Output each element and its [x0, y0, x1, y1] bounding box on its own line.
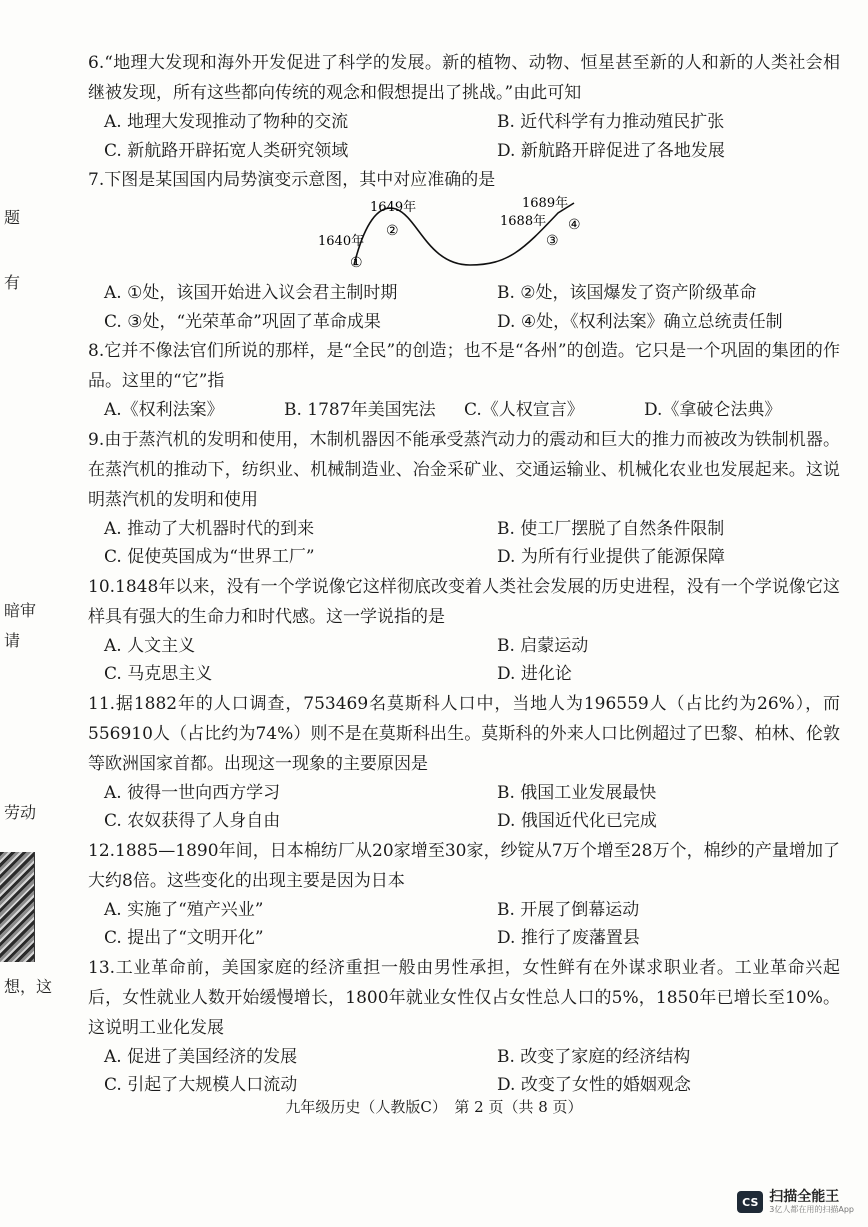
option-d: D. 新航路开辟促进了各地发展 — [497, 140, 725, 161]
question-stem: 7.下图是某国国内局势演变示意图，其中对应准确的是 — [88, 170, 496, 190]
scanner-watermark — [737, 1189, 854, 1215]
option-d: D.《拿破仑法典》 — [644, 400, 782, 420]
question-7 — [88, 165, 840, 336]
option-d: D. 推行了废藩置县 — [497, 928, 640, 948]
options — [88, 396, 840, 425]
marker-3: ③ — [546, 233, 559, 249]
option-c: C. 新航路开辟拓宽人类研究领域 — [104, 140, 349, 161]
camscanner-logo-icon: CS — [737, 1191, 763, 1213]
option-a: A. 实施了“殖产兴业” — [104, 899, 264, 920]
option-c: C. ③处，“光荣革命”巩固了革命成果 — [104, 311, 381, 332]
option-c: C. 农奴获得了人身自由 — [104, 811, 281, 831]
question-9 — [88, 425, 840, 572]
options — [88, 896, 840, 953]
option-c: C. 促使英国成为“世界工厂” — [104, 547, 315, 567]
question-stem: 9.由于蒸汽机的发明和使用，木制机器因不能承受蒸汽动力的震动和巨大的推力而被改为铁制机器。在蒸汽机的推动下，纺织业、机械制造业、冶金采矿业、交通运输业、机械化农业也发展起来。这说明蒸汽机的发明和使用 — [88, 429, 840, 510]
marker-1: ① — [350, 255, 363, 271]
page-footer: 九年级历史（人教版C） 第 2 页（共 8 页） — [285, 1098, 583, 1116]
option-a: A. 地理大发现推动了物种的交流 — [104, 112, 349, 132]
question-13 — [88, 953, 840, 1100]
options — [88, 779, 840, 836]
option-d: D. 为所有行业提供了能源保障 — [497, 547, 725, 567]
question-10 — [88, 572, 840, 689]
question-stem: 11.据1882年的人口调查，753469名莫斯科人口中，当地人为196559人（占比约为26%），而556910人（占比约为74%）则不是在莫斯科出生。莫斯科的外来人口比例超过了巴黎、柏林、伦敦等欧洲国家首都。出现这一现象的主要原因是 — [88, 693, 840, 774]
question-stem: 8.它并不像法官们所说的那样，是“全民”的创造；也不是“各州”的创造。它只是一个巩固的集团的作品。这里的“它”指 — [88, 341, 840, 391]
margin-fragment: 请 — [4, 631, 21, 650]
option-b: B. 改变了家庭的经济结构 — [497, 1046, 691, 1067]
question-stem: 13.工业革命前，美国家庭的经济重担一般由男性承担，女性鲜有在外谋求职业者。工业革命兴起后，女性就业人数开始缓慢增长，1800年就业女性仅占女性总人口的5%，1850年已增长至10%。这说明工业化发展 — [88, 957, 840, 1038]
options — [88, 108, 840, 165]
option-c: C. 马克思主义 — [104, 664, 213, 684]
option-c: C. 引起了大规模人口流动 — [104, 1075, 298, 1095]
option-b: B. 1787年美国宪法 — [284, 400, 436, 420]
question-11 — [88, 689, 840, 836]
margin-fragment: 劳动 — [4, 803, 37, 822]
option-d: D. 进化论 — [497, 664, 572, 684]
option-a: A. 促进了美国经济的发展 — [104, 1046, 298, 1067]
option-d: D. 改变了女性的婚姻观念 — [497, 1075, 691, 1095]
margin-fragment: 题 — [4, 208, 21, 227]
option-a: A. 推动了大机器时代的到来 — [104, 518, 315, 539]
margin-fragment: 想，这 — [4, 977, 53, 996]
option-c: C.《人权宣言》 — [464, 400, 584, 420]
options — [88, 515, 840, 572]
option-a: A.《权利法案》 — [104, 400, 224, 420]
options — [88, 279, 840, 336]
option-a: A. 彼得一世向西方学习 — [104, 782, 281, 803]
trend-diagram — [88, 195, 840, 275]
margin-fragment: 暗审 — [4, 601, 37, 620]
option-b: B. 俄国工业发展最快 — [497, 782, 657, 803]
margin-fragment: 有 — [4, 273, 21, 292]
watermark-subtitle: 3亿人都在用的扫描App — [769, 1205, 854, 1214]
option-b: B. 近代科学有力推动殖民扩张 — [497, 112, 725, 132]
option-a: A. 人文主义 — [104, 635, 196, 656]
question-6 — [88, 48, 840, 165]
option-b: B. ②处，该国爆发了资产阶级革命 — [497, 283, 757, 303]
marker-4: ④ — [568, 217, 581, 233]
label-1689: 1689年 — [522, 196, 569, 211]
options — [88, 1043, 840, 1100]
label-1649: 1649年 — [370, 200, 417, 215]
option-b: B. 启蒙运动 — [497, 635, 589, 656]
question-8 — [88, 336, 840, 425]
option-d: D. 俄国近代化已完成 — [497, 811, 657, 831]
question-stem: 6.“地理大发现和海外开发促进了科学的发展。新的植物、动物、恒星甚至新的人和新的人类社会相继被发现，所有这些都向传统的观念和假想提出了挑战。”由此可知 — [88, 53, 840, 103]
options — [88, 632, 840, 689]
watermark-title: 扫描全能王 — [769, 1189, 840, 1205]
question-12 — [88, 836, 840, 953]
option-b: B. 开展了倒幕运动 — [497, 899, 640, 920]
label-1688: 1688年 — [500, 214, 547, 229]
question-list — [88, 48, 840, 1100]
marker-2: ② — [386, 223, 399, 239]
margin-illustration-fragment — [0, 852, 35, 962]
option-a: A. ①处，该国开始进入议会君主制时期 — [104, 283, 398, 303]
option-b: B. 使工厂摆脱了自然条件限制 — [497, 518, 725, 539]
option-d: D. ④处，《权利法案》确立总统责任制 — [497, 311, 783, 332]
question-stem: 10.1848年以来，没有一个学说像它这样彻底改变着人类社会发展的历史进程，没有一个学说像它这样具有强大的生命力和时代感。这一学说指的是 — [88, 576, 840, 627]
label-1640: 1640年 — [318, 234, 365, 249]
question-stem: 12.1885—1890年间，日本棉纺厂从20家增至30家，纱锭从7万个增至28万个，棉纱的产量增加了大约8倍。这些变化的出现主要是因为日本 — [88, 840, 840, 891]
trend-curve-svg — [318, 195, 608, 275]
option-c: C. 提出了“文明开化” — [104, 928, 264, 948]
